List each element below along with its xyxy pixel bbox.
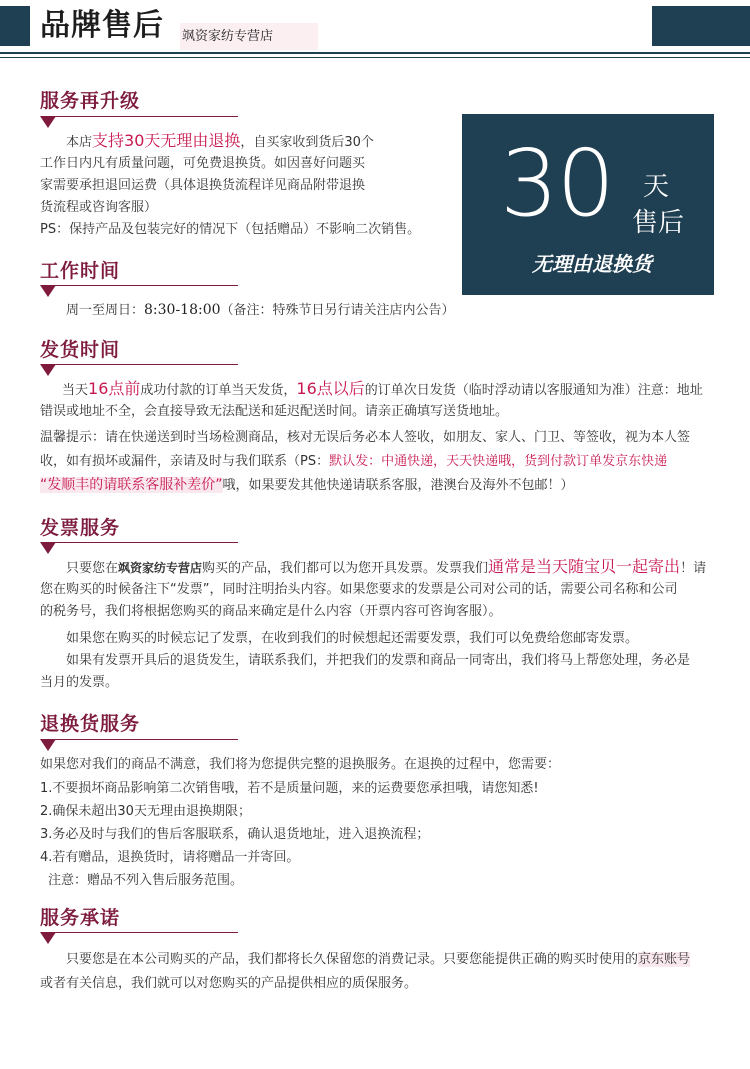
section-title-returns: 退换货服务 [40,713,141,735]
section-title-hours: 工作时间 [40,260,121,282]
section-marker-icon [40,116,56,128]
returns-line-4: 3.务必及时与我们的售后客服联系，确认退货地址，进入退换流程； [40,827,430,842]
shipping-line-3: 温馨提示：请在快递送到时当场检测商品，核对无误后务必本人签收，如朋友、家人、门卫、等签收，视为本人签 [40,430,691,445]
section-marker-icon [40,542,56,554]
section-title-promise: 服务承诺 [40,907,121,929]
upgrade-line-1: 本店支持30天无理由退换，自买家收到货后30个 [66,131,374,150]
shipping-line-5: “发顺丰的请联系客服补差价”哦，如果要发其他快递请联系客服，港澳台及海外不包邮！） [40,477,574,493]
section-underline [48,932,238,933]
badge-unit: 天 [643,172,670,202]
hours-line: 周一至周日：8:30-18:00（备注：特殊节日另行请关注店内公告） [66,302,455,318]
shipping-line-1: 当天16点前成功付款的订单当天发货，16点以后的订单次日发货（临时浮动请以客服通知为准）注意：地址 [62,379,703,398]
shipping-line-2: 错误或地址不全，会直接导致无法配送和延迟配送时间。请亲正确填写送货地址。 [40,404,509,419]
returns-line-1: 如果您对我们的商品不满意，我们将为您提供完整的退换服务。在退换的过程中，您需要： [40,757,561,772]
returns-line-2: 1.不要损坏商品影响第二次销售哦，若不是质量问题，来的运费要您承担哦，请您知悉! [40,781,539,796]
upgrade-line-4: 货流程或咨询客服） [40,200,158,215]
section-underline [48,542,238,543]
promise-line-2: 或者有关信息，我们就可以对您购买的产品提供相应的质保服务。 [40,976,418,991]
invoice-line-5: 如果有发票开具后的退货发生，请联系我们，并把我们的发票和商品一同寄出，我们将马上帮您处理，务必是 [66,653,691,668]
shop-name-label: 飒资家纺专营店 [180,23,318,50]
returns-note: 注意：赠品不列入售后服务范围。 [48,873,244,888]
badge-subtitle: 无理由退换货 [532,252,652,276]
invoice-line-2: 您在购买的时候备注下“发票”，同时注明抬头内容。如果您要求的发票是公司对公司的话，需要公司名称和公司 [40,582,678,597]
section-underline [48,739,238,740]
section-title-invoice: 发票服务 [40,517,121,539]
invoice-line-4: 如果您在购买的时候忘记了发票，在收到我们的时候想起还需要发票，我们可以免费给您邮寄发票。 [66,631,639,646]
returns-line-5: 4.若有赠品，退换货时，请将赠品一并寄回。 [40,850,300,865]
upgrade-line-5: PS：保持产品及包装完好的情况下（包括赠品）不影响二次销售。 [40,222,421,237]
thirty-day-badge [462,114,714,295]
invoice-line-6: 当月的发票。 [40,675,119,690]
header-right-bar [652,6,750,46]
shipping-line-4: 收，如有损坏或漏件，亲请及时与我们联系（PS：默认发：中通快递，天天快递哦，货到付款订单发京东快递 [40,454,668,469]
promise-line-1: 只要您是在本公司购买的产品，我们都将长久保留您的消费记录。只要您能提供正确的购买时使用的京东账号 [66,952,691,967]
section-marker-icon [40,285,56,297]
section-title-upgrade: 服务再升级 [40,90,141,112]
header-divider-thin [0,57,750,58]
badge-number: 30 [500,130,614,237]
section-marker-icon [40,364,56,376]
upgrade-line-3: 家需要承担退回运费（具体退换货流程详见商品附带退换 [40,178,366,193]
badge-word: 售后 [632,208,685,238]
upgrade-line-2: 工作日内凡有质量问题，可免费退换货。如因喜好问题买 [40,156,366,171]
section-marker-icon [40,932,56,944]
section-underline [48,116,238,117]
invoice-line-1: 只要您在飒资家纺专营店购买的产品，我们都可以为您开具发票。发票我们通常是当天随宝贝一起寄出！请 [66,557,707,576]
section-underline [48,364,238,365]
header-divider [0,52,750,54]
section-underline [48,285,238,286]
returns-line-3: 2.确保未超出30天无理由退换期限； [40,804,251,819]
invoice-line-3: 的税务号，我们将根据您购买的商品来确定是什么内容（开票内容可咨询客服）。 [40,604,502,619]
page-title: 品牌售后 [40,8,164,43]
section-title-shipping: 发货时间 [40,339,121,361]
header-left-bar [0,6,30,46]
section-marker-icon [40,739,56,751]
